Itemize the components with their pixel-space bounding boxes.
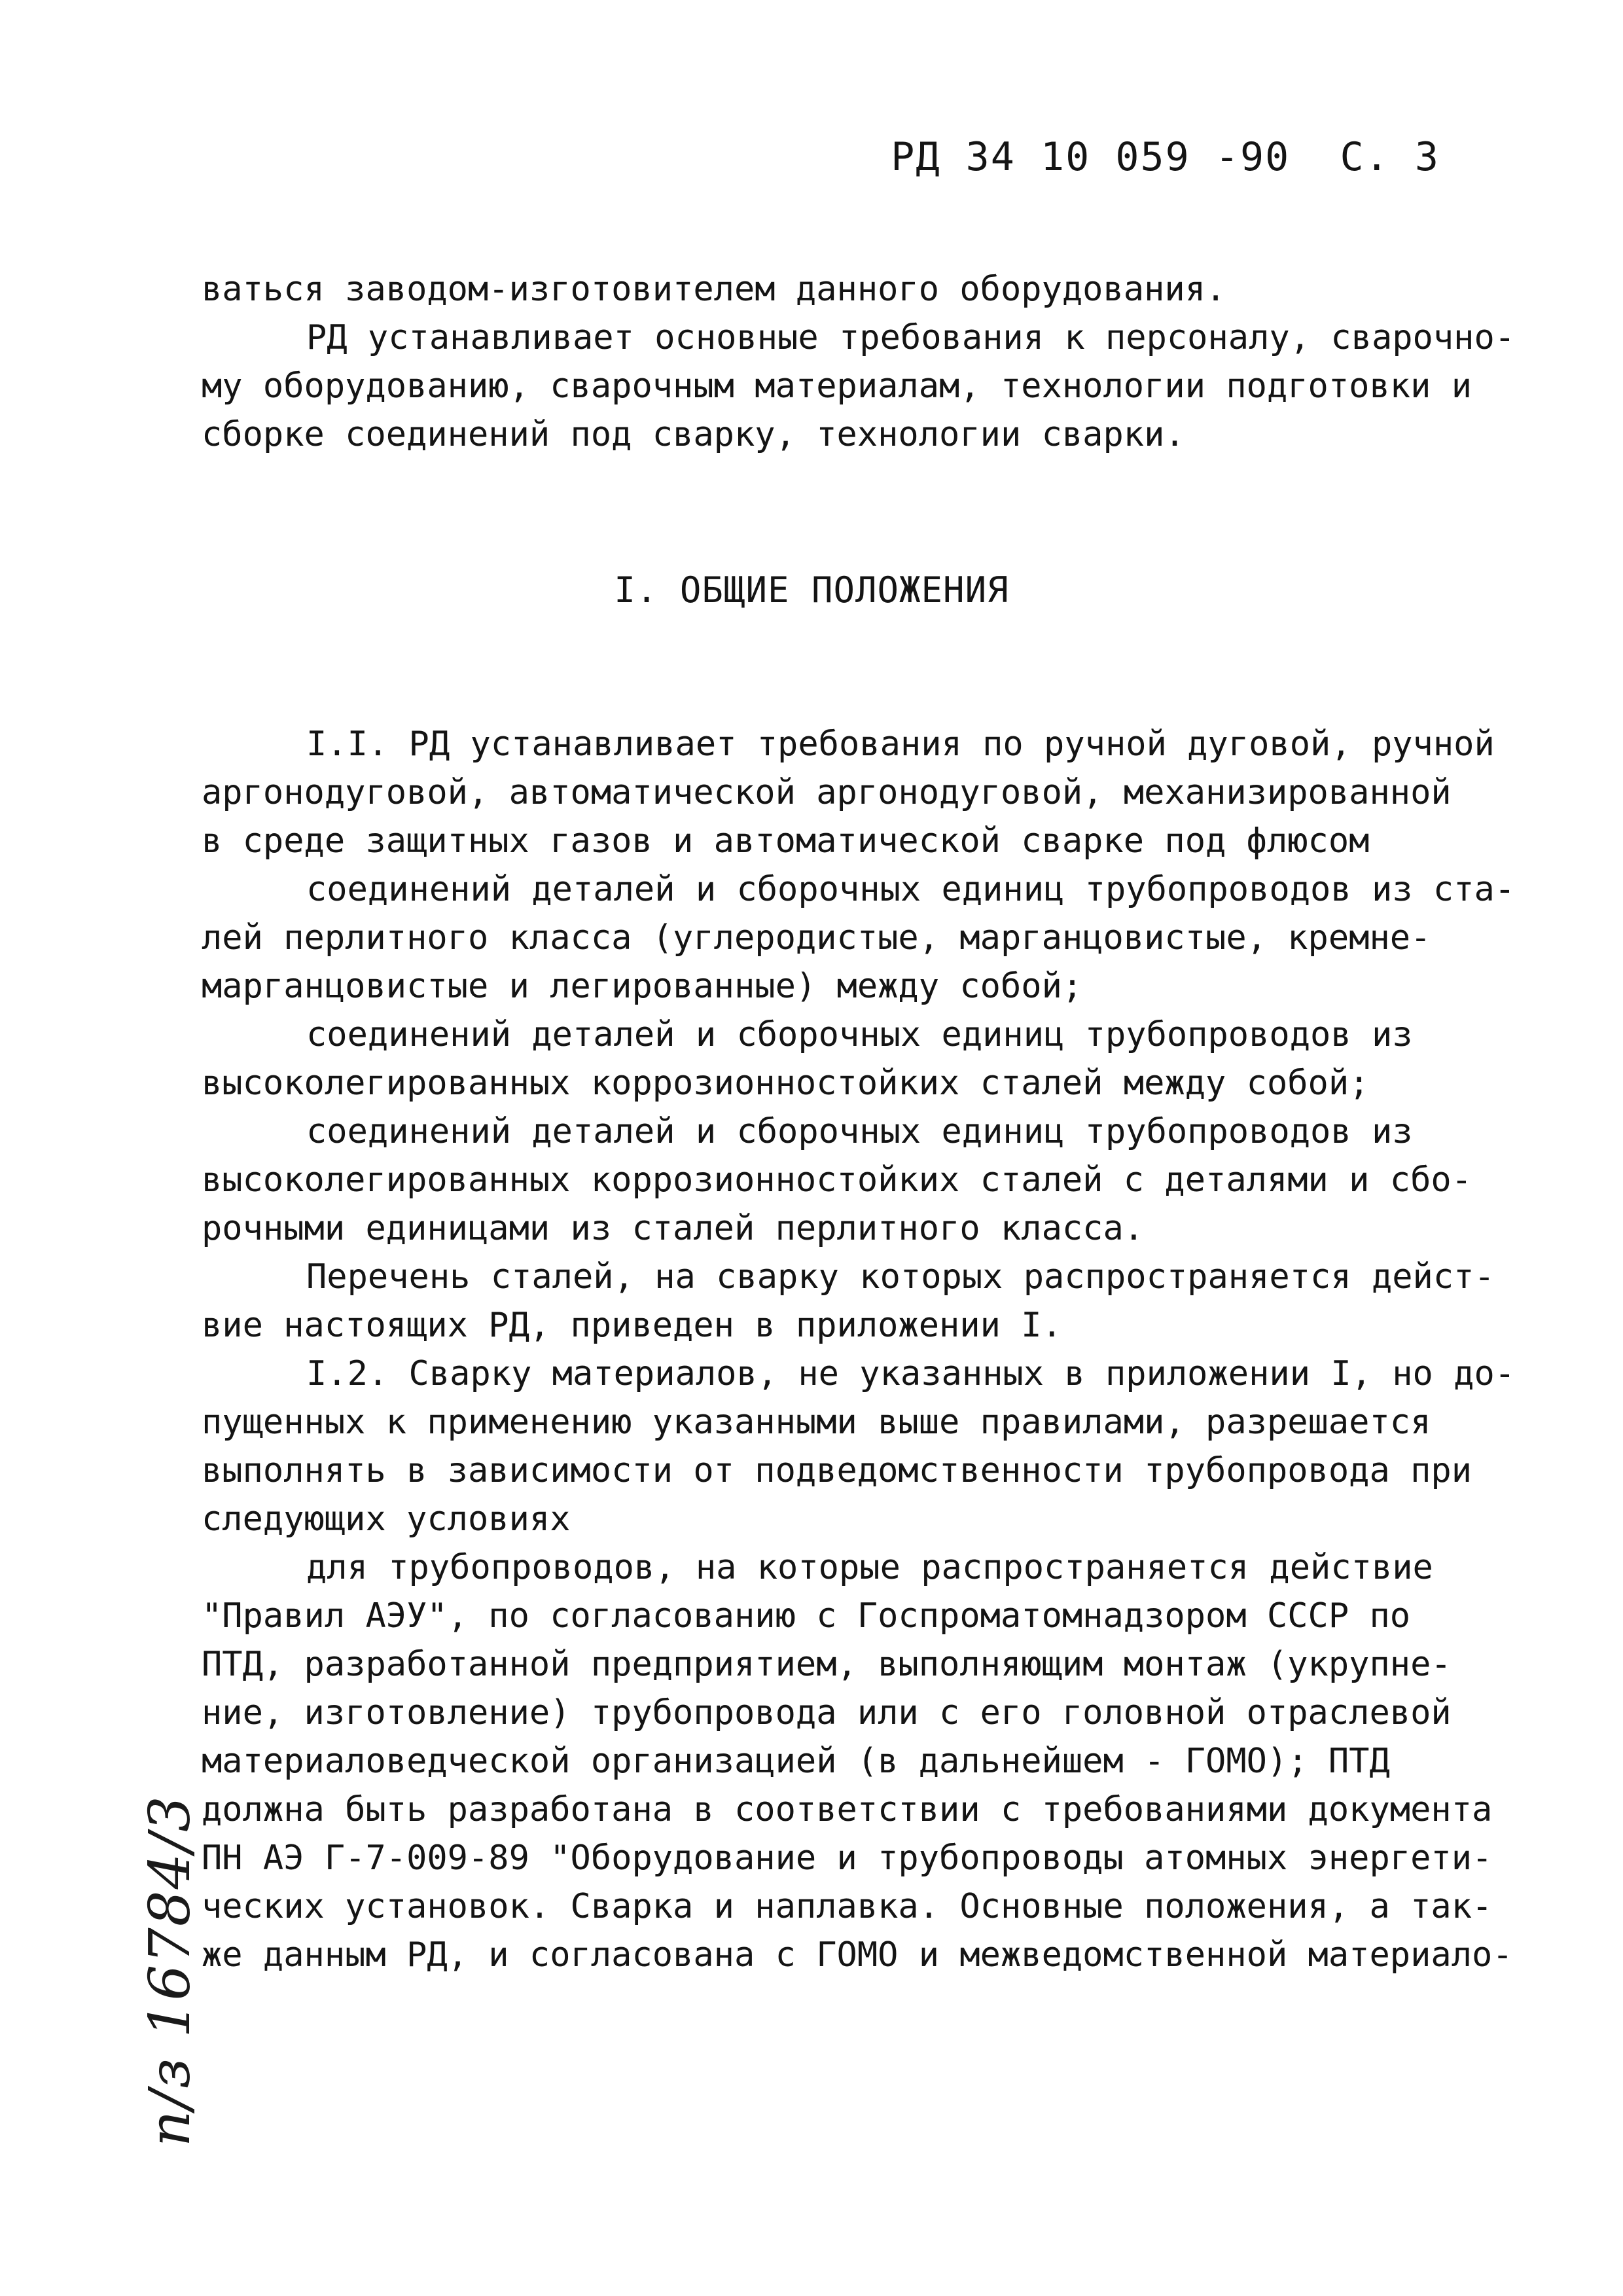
text-line: ние, изготовление) трубопровода или с его головной отраслевой <box>202 1693 1452 1732</box>
text-line: в среде защитных газов и автоматической сварке под флюсом <box>202 821 1370 861</box>
text-line: выполнять в зависимости от подведомственности трубопровода при <box>202 1451 1472 1490</box>
text-line: соединений деталей и сборочных единиц трубопроводов из <box>306 1112 1413 1151</box>
section-title: I. ОБЩИЕ ПОЛОЖЕНИЯ <box>614 569 1009 611</box>
text-line: I.I. РД устанавливает требования по ручной дуговой, ручной <box>306 725 1495 764</box>
text-line: ПТД, разработанной предприятием, выполняющим монтаж (укрупне- <box>202 1645 1452 1684</box>
text-line: ческих установок. Сварка и наплавка. Основные положения, а так- <box>202 1887 1493 1926</box>
text-line: высоколегированных коррозионностойких сталей с деталями и сбо- <box>202 1160 1472 1200</box>
text-line: должна быть разработана в соответствии с требованиями документа <box>202 1790 1493 1829</box>
handwritten-inventory-mark: п/з 16784/3 <box>137 1795 203 2147</box>
text-line: Перечень сталей, на сварку которых распространяется дейст- <box>306 1257 1495 1297</box>
text-line: сборке соединений под сварку, технологии сварки. <box>202 415 1185 454</box>
text-line: ПН АЭ Г-7-009-89 "Оборудование и трубопроводы атомных энергети- <box>202 1839 1493 1878</box>
text-line: I.2. Сварку материалов, не указанных в приложении I, но до- <box>306 1354 1516 1393</box>
text-line: пущенных к применению указанными выше правилами, разрешается <box>202 1403 1431 1442</box>
text-line: вие настоящих РД, приведен в приложении I. <box>202 1306 1062 1345</box>
text-line: высоколегированных коррозионностойких сталей между собой; <box>202 1064 1370 1103</box>
intro-paragraph <box>202 265 1516 459</box>
text-line: рочными единицами из сталей перлитного класса. <box>202 1209 1145 1248</box>
text-line: "Правил АЭУ", по согласованию с Госпроматомнадзором СССР по <box>202 1596 1411 1636</box>
text-line: же данным РД, и согласована с ГОМО и межведомственной материало- <box>202 1935 1513 1975</box>
text-line: соединений деталей и сборочных единиц трубопроводов из <box>306 1015 1413 1054</box>
section-body <box>202 720 1516 1979</box>
text-line: материаловедческой организацией (в дальнейшем - ГОМО); ПТД <box>202 1742 1390 1781</box>
text-line: ваться заводом-изготовителем данного оборудования. <box>202 270 1226 309</box>
document-reference-header: РД 34 10 059 -90 С. 3 <box>891 134 1440 180</box>
text-line: аргонодуговой, автоматической аргонодуговой, механизированной <box>202 773 1452 812</box>
text-line: следующих условиях <box>202 1499 571 1539</box>
text-line: лей перлитного класса (углеродистые, марганцовистые, кремне- <box>202 918 1431 958</box>
text-line: марганцовистые и легированные) между собой; <box>202 967 1083 1006</box>
text-line: соединений деталей и сборочных единиц трубопроводов из ста- <box>306 870 1516 909</box>
text-line: му оборудованию, сварочным материалам, технологии подготовки и <box>202 367 1472 406</box>
text-line: для трубопроводов, на которые распространяется действие <box>306 1548 1433 1587</box>
text-line: РД устанавливает основные требования к персоналу, сварочно- <box>306 318 1516 357</box>
